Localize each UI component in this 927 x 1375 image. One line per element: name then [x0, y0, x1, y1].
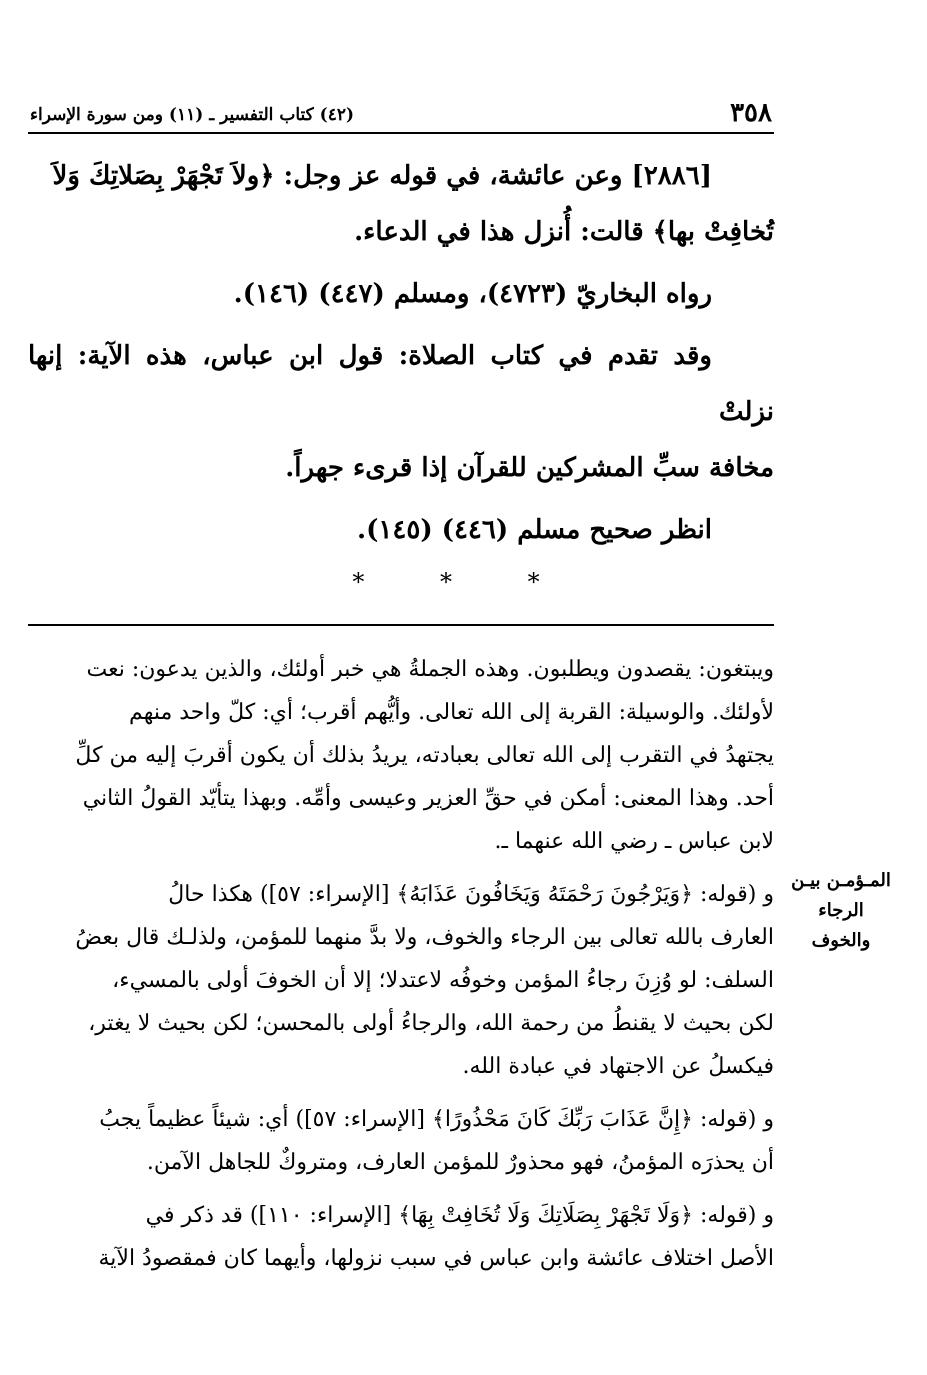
commentary-line: العارف بالله تعالى بين الرجاء والخوف، ولا بدَّ منهما للمؤمن، ولذلـك قال بعضُ	[75, 925, 774, 950]
commentary-line: السلف: لو وُزِنَ رجاءُ المؤمن وخوفُه لاعتدلا؛ إلا أن الخوفَ أولى بالمسيء،	[112, 968, 774, 993]
page	[28, 100, 774, 1280]
margin-heading	[785, 866, 897, 956]
margin-heading-line: المـؤمـن بيـن	[791, 870, 891, 891]
commentary-line: و (قوله: ﴿وَيَرْجُونَ رَحْمَتَهُ وَيَخَافُونَ عَذَابَهُ﴾ [الإسراء: ٥٧]) هكذا حالُ	[168, 882, 774, 907]
commentary-line: لكن بحيث لا يقنطُ من رحمة الله، والرجاءُ أولى بالمحسن؛ لكن بحيث لا يغتر،	[88, 1011, 774, 1036]
commentary-line: أن يحذرَه المؤمنُ، فهو محذورٌ للمؤمن العارف، ومتروكٌ للجاهل الآمن.	[146, 1150, 774, 1175]
star-ornament: *	[440, 568, 452, 596]
section-divider-stars	[28, 562, 774, 602]
commentary-line: لأولئك. والوسيلة: القربة إلى الله تعالى. وأيُّهم أقرب؛ أي: كلّ واحد منهم	[129, 700, 774, 725]
commentary-paragraph	[28, 648, 774, 863]
commentary-line: الأصل اختلاف عائشة وابن عباس في سبب نزولها، وأيهما كان فمقصودُ الآية	[98, 1246, 774, 1271]
hadith-line: تُخافِتْ بها﴾ قالت: أُنزل هذا في الدعاء.	[354, 217, 774, 247]
running-title: (٤٢) كتاب التفسير ـ (١١) ومن سورة الإسراء	[30, 105, 355, 125]
commentary-line: يجتهدُ في التقرب إلى الله تعالى بعبادته، يريدُ بذلك أن يكون أقربَ إليه من كلِّ	[75, 743, 774, 768]
hadith-source-line: رواه البخاريّ (٤٧٢٣)، ومسلم (٤٤٧) (١٤٦).	[233, 279, 712, 309]
hadith-line: مخافة سبِّ المشركين للقرآن إذا قرىء جهراً.	[285, 453, 774, 483]
commentary-paragraph	[28, 873, 774, 1088]
commentary-paragraph	[28, 1194, 774, 1280]
star-ornament: *	[352, 568, 365, 596]
margin-heading-line: الرجاء	[818, 900, 864, 921]
commentary-paragraph	[28, 1098, 774, 1184]
footnote-separator	[28, 624, 774, 626]
commentary-line: أحد. وهذا المعنى: أمكن في حقِّ العزير وعيسى وأمِّه. وبهذا يتأيّد القولُ الثاني	[82, 786, 774, 811]
hadith-reference-line: انظر صحيح مسلم (٤٤٦) (١٤٥).	[357, 515, 712, 545]
commentary-line: ويبتغون: يقصدون ويطلبون. وهذه الجملةُ هي خبر أولئك، والذين يدعون: نعت	[86, 657, 774, 682]
page-number: ٣٥٨	[730, 98, 772, 128]
commentary-line: و (قوله: ﴿إِنَّ عَذَابَ رَبِّكَ كَانَ مَحْذُورًا﴾ [الإسراء: ٥٧]) أي: شيئاً عظيماً يجبُ	[99, 1107, 774, 1132]
hadith-line: وقد تقدم في كتاب الصلاة: قول ابن عباس، هذه الآية: إنها نزلتْ	[28, 341, 774, 427]
commentary-section	[28, 648, 774, 1280]
hadith-section	[28, 148, 774, 558]
margin-heading-line: والخوف	[811, 930, 871, 951]
page-header	[28, 100, 774, 134]
commentary-line: و (قوله: ﴿وَلَا تَجْهَرْ بِصَلَاتِكَ وَلَا تُخَافِتْ بِهَا﴾ [الإسراء: ١١٠]) قد ذكر في	[145, 1203, 774, 1228]
commentary-line: لابن عباس ـ رضي الله عنهما ـ.	[494, 829, 774, 854]
hadith-line: [٢٨٨٦] وعن عائشة، في قوله عز وجل: ﴿ولاَ تَجْهَرْ بِصَلاتِكَ وَلاَ	[52, 161, 712, 191]
star-ornament: *	[527, 568, 540, 596]
commentary-line: فيكسلُ عن الاجتهاد في عبادة الله.	[462, 1054, 774, 1079]
